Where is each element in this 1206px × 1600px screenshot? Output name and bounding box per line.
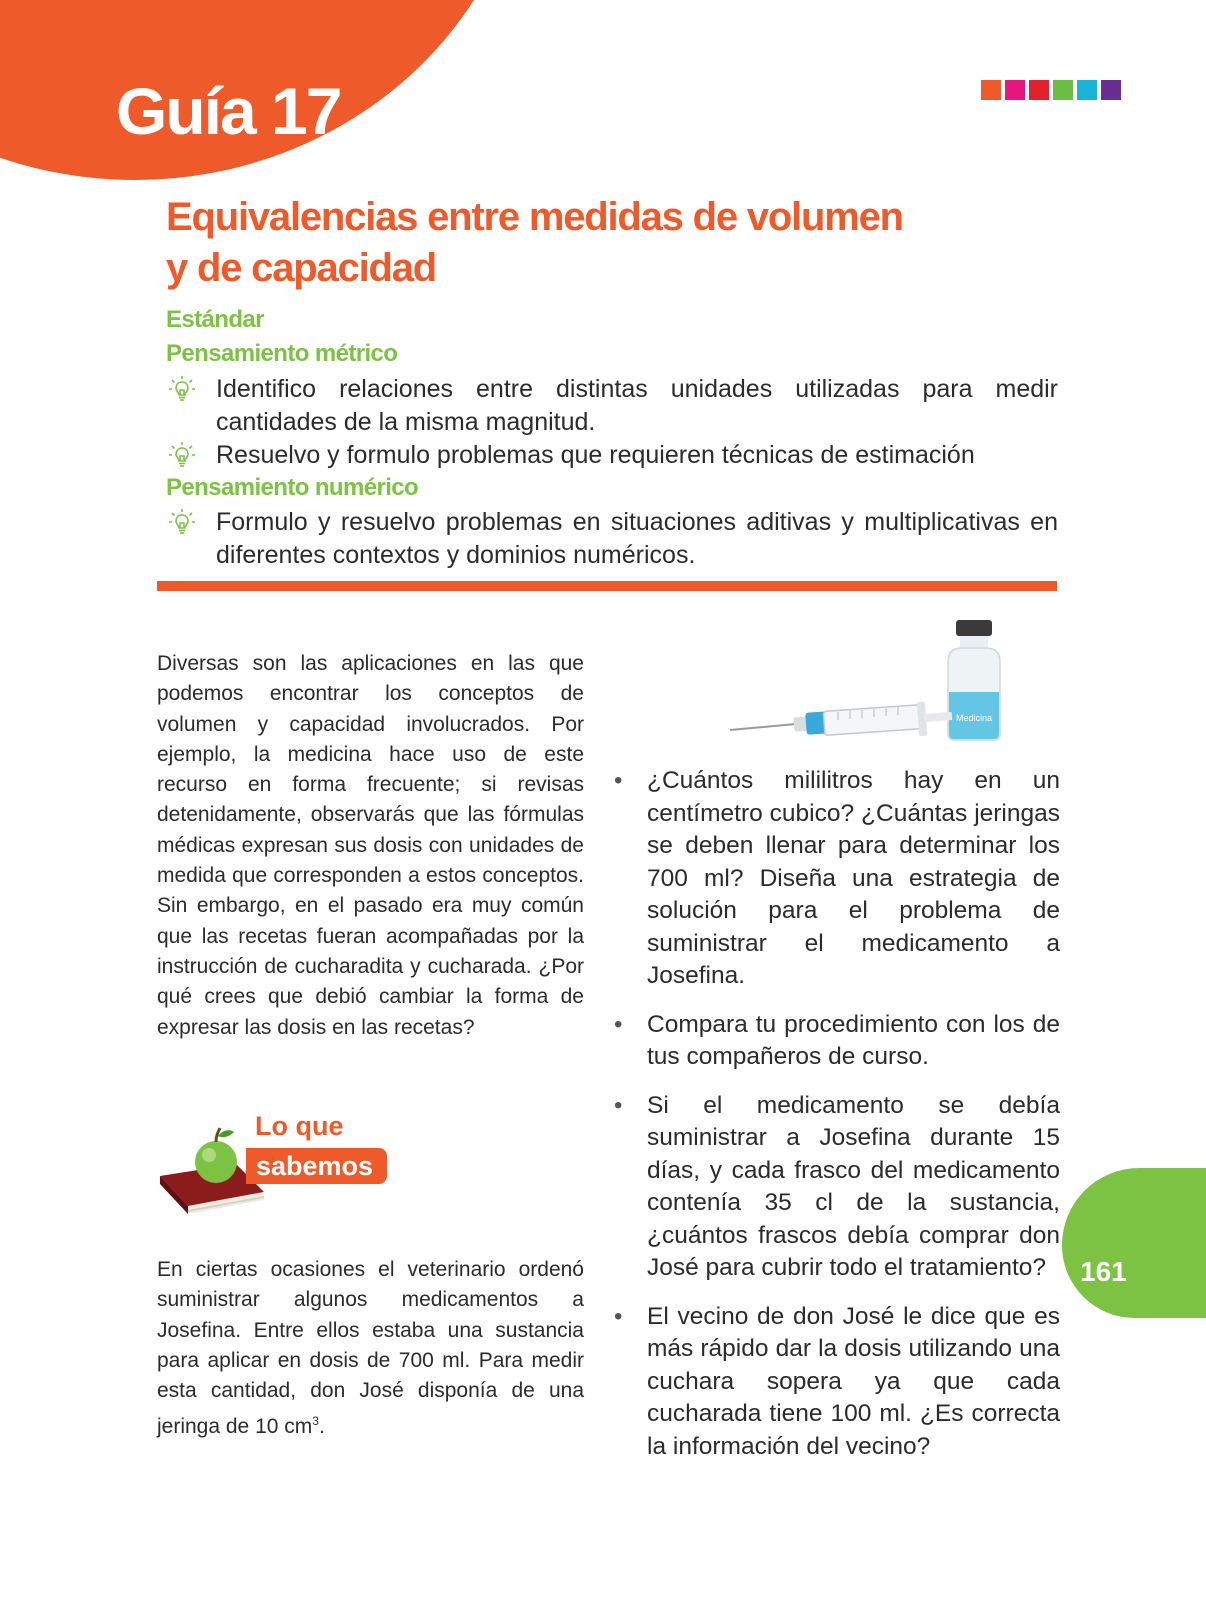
color-swatch: [1077, 80, 1097, 100]
standard-item: [168, 373, 1068, 439]
standard-item-text: Identifico relaciones entre distintas unidades utilizadas para medir cantidades de la misma magnitud.: [216, 375, 1058, 436]
syringe-vial-icon: [726, 612, 1006, 750]
section-heading-metric: Pensamiento métrico: [166, 340, 398, 367]
bullet-icon: •: [614, 1010, 623, 1038]
question-list: [614, 765, 1060, 1479]
badge-line-2: sabemos: [246, 1148, 387, 1184]
bullet-icon: •: [614, 1302, 623, 1330]
lightbulb-icon: [168, 375, 196, 403]
color-swatch: [1029, 80, 1049, 100]
question-item: [614, 1009, 1060, 1074]
lightbulb-icon: [168, 441, 196, 469]
standard-label: Estándar: [166, 306, 264, 333]
standard-item: [168, 506, 1068, 572]
standard-item: [168, 439, 1068, 472]
question-item: [614, 1301, 1060, 1464]
intro-paragraph: Diversas son las aplicaciones en las que podemos encontrar los conceptos de volumen y capacidad involucrados. Por ejemplo, la medicina hace uso de este recurso en forma frecuente; si revisas detenidamente, observarás que las fórmulas médicas expresan sus dosis con unidades de medida que corresponden a estos conceptos. Sin embargo, en el pasado era muy común que las recetas fueran acompañadas por la instrucción de cucharadita y cucharada. ¿Por qué crees que debió cambiar la forma de expresar las dosis en las recetas?: [157, 652, 584, 1039]
page-title-line-2: y de capacidad: [166, 246, 436, 290]
question-item: [614, 1090, 1060, 1285]
lightbulb-icon: [168, 508, 196, 536]
page-title: [166, 192, 1066, 294]
standard-item-text: Resuelvo y formulo problemas que requieren técnicas de estimación: [216, 441, 975, 469]
section-heading-numeric: Pensamiento numérico: [166, 474, 419, 501]
color-swatch: [1101, 80, 1121, 100]
standard-item-text: Formulo y resuelvo problemas en situaciones aditivas y multiplicativas en diferentes contextos y dominios numéricos.: [216, 508, 1058, 569]
question-text: El vecino de don José le dice que es más rápido dar la dosis utilizando una cuchara sopera ya que cada cucharada tiene 100 ml. ¿Es correcta la información del vecino?: [647, 1302, 1060, 1460]
case-paragraph-text: En ciertas ocasiones el veterinario ordenó suministrar algunos medicamentos a Josefina. Entre ellos estaba una sustancia para aplicar en dosis de 700 ml. Para medir esta cantidad, don José disponía de una jeringa de 10 cm: [157, 1258, 584, 1439]
question-text: Compara tu procedimiento con los de tus compañeros de curso.: [647, 1010, 1060, 1070]
lo-que-sabemos-badge: [158, 1106, 388, 1218]
case-superscript: 3: [312, 1414, 319, 1429]
question-item: [614, 765, 1060, 993]
color-swatch: [1053, 80, 1073, 100]
page-number: 161: [1080, 1256, 1127, 1287]
section-divider: [157, 581, 1057, 591]
bullet-icon: •: [614, 1091, 623, 1119]
page-number-tab: [1062, 1168, 1206, 1318]
color-swatches: [981, 80, 1121, 100]
badge-line-1: Lo que: [255, 1111, 344, 1141]
guide-title: Guía 17: [116, 74, 341, 148]
color-swatch: [1005, 80, 1025, 100]
case-paragraph-end: .: [318, 1415, 325, 1439]
page-title-line-1: Equivalencias entre medidas de volumen: [166, 195, 903, 239]
color-swatch: [981, 80, 1001, 100]
question-text: Si el medicamento se debía suministrar a Josefina durante 15 días, y cada frasco del medicamento contenía 35 cl de la sustancia, ¿cuántos frascos debía comprar don José para cubrir todo el tratamiento?: [647, 1091, 1060, 1281]
case-paragraph: [157, 1255, 584, 1443]
bullet-icon: •: [614, 767, 623, 794]
question-text: ¿Cuántos mililitros hay en un centímetro cubico? ¿Cuántas jeringas se deben llenar para determinar los 700 ml? Diseña una estrategia de solución para el problema de suministrar el medicamento a Josefina.: [647, 767, 1060, 989]
vial-label: Medicina: [955, 713, 993, 723]
